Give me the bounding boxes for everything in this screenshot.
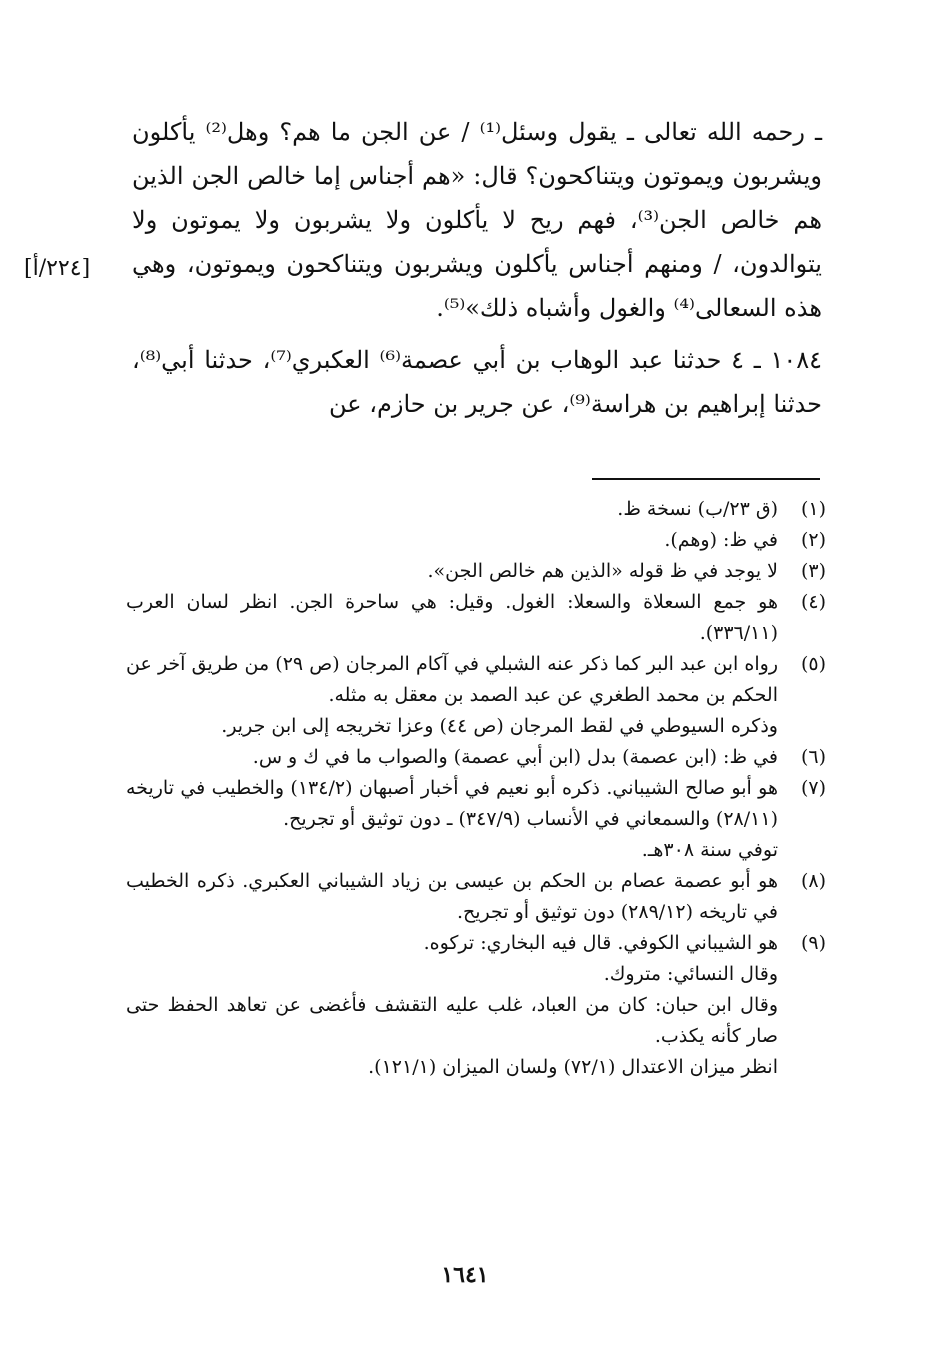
- page-number: ١٦٤١: [441, 1262, 489, 1288]
- footnote: [126, 866, 826, 928]
- footnote: [126, 525, 826, 556]
- footnote-line: وذكره السيوطي في لقط المرجان (ص ٤٤) وعزا تخريجه إلى ابن جرير.: [221, 715, 778, 737]
- footnote-number: (٢): [800, 529, 826, 551]
- footnotes-list: [126, 494, 826, 1083]
- footnote-text: [126, 928, 778, 1083]
- main-paragraph: ـ رحمه الله تعالى ـ يقول وسئل⁽¹⁾ / عن الجن ما هم؟ وهل⁽²⁾ يأكلون ويشربون ويموتون ويتناكحون؟ قال: «هم أجناس إما خالص الجن الذين هم خالص الجن⁽³⁾، فهم ريح لا يأكلون ولا يشربون ولا يموتون ولا يتوالدون، / ومنهم أجناس يأكلون ويشربون ويتناكحون ويموتون، وهي هذه السعالى⁽⁴⁾ والغول وأشباه ذلك»⁽⁵⁾.: [132, 118, 823, 322]
- footnote-number: (٨): [800, 870, 826, 892]
- footnote-line: هو الشيباني الكوفي. قال فيه البخاري: تركوه.: [423, 932, 778, 954]
- footnote-text: [126, 742, 778, 773]
- footnote-line: هو جمع السعلاة والسعلا: الغول. وقيل: هي ساحرة الجن. انظر لسان العرب (٣٣٦/١١).: [126, 591, 778, 644]
- footnote: [126, 587, 826, 649]
- footnote-text: [126, 866, 778, 928]
- footnote-line: وقال النسائي: متروك.: [603, 963, 778, 985]
- footnote-line: في ظ: (ابن عصمة) بدل (ابن أبي عصمة) والصواب ما في ك و س.: [252, 746, 778, 768]
- footnote-line: انظر ميزان الاعتدال (٧٢/١) ولسان الميزان (١٢١/١).: [368, 1056, 778, 1078]
- footnote-line: توفي سنة ٣٠٨هـ.: [641, 839, 778, 861]
- footnote-number: (٧): [800, 777, 826, 799]
- footnote-line: (ق ٢٣/ب) نسخة ظ.: [617, 498, 778, 520]
- footnote-text: [126, 525, 778, 556]
- footnote-text: [126, 587, 778, 649]
- footnote-text: [126, 649, 778, 742]
- footnote: [126, 928, 826, 1083]
- footnote: [126, 494, 826, 525]
- footnote-line: وقال ابن حبان: كان من العباد، غلب عليه التقشف فأغضى عن تعاهد الحفظ حتى صار كأنه يكذب.: [126, 994, 778, 1047]
- footnote: [126, 556, 826, 587]
- footnote: [126, 649, 826, 742]
- footnote: [126, 773, 826, 866]
- footnote-number: (٤): [800, 591, 826, 613]
- footnote-text: [126, 494, 778, 525]
- footnote-separator: [592, 478, 820, 480]
- margin-reference: [٢٢٤/أ]: [24, 256, 91, 281]
- main-paragraph: ١٠٨٤ ـ ٤ حدثنا عبد الوهاب بن أبي عصمة⁽⁶⁾ العكبري⁽⁷⁾، حدثنا أبي⁽⁸⁾، حدثنا إبراهيم بن هراسة⁽⁹⁾، عن جرير بن حازم، عن: [132, 346, 823, 418]
- footnote-line: رواه ابن عبد البر كما ذكر عنه الشبلي في آكام المرجان (ص ٢٩) من طريق آخر عن الحكم بن محمد الطغري عن عبد الصمد بن معقل به مثله.: [126, 653, 778, 706]
- main-text: [132, 110, 822, 426]
- footnote-number: (٥): [800, 653, 826, 675]
- footnote-line: في ظ: (وهم).: [664, 529, 778, 551]
- footnote-number: (٩): [800, 932, 826, 954]
- footnote-text: [126, 773, 778, 866]
- footnote-number: (١): [800, 498, 826, 520]
- footnote-text: [126, 556, 778, 587]
- footnote-line: لا يوجد في ظ قوله «الذين هم خالص الجن».: [427, 560, 778, 582]
- footnote-number: (٣): [800, 560, 826, 582]
- footnote-line: هو أبو صالح الشيباني. ذكره أبو نعيم في أخبار أصبهان (١٣٤/٢) والخطيب في تاريخه (٢٨/١١) والسمعاني في الأنساب (٣٤٧/٩) ـ دون توثيق أو تجريح.: [126, 777, 778, 830]
- footnote-line: هو أبو عصمة عصام بن الحكم بن عيسى بن زياد الشيباني العكبري. ذكره الخطيب في تاريخه (٢٨٩/١٢) دون توثيق أو تجريح.: [126, 870, 778, 923]
- footnote-number: (٦): [800, 746, 826, 768]
- footnote: [126, 742, 826, 773]
